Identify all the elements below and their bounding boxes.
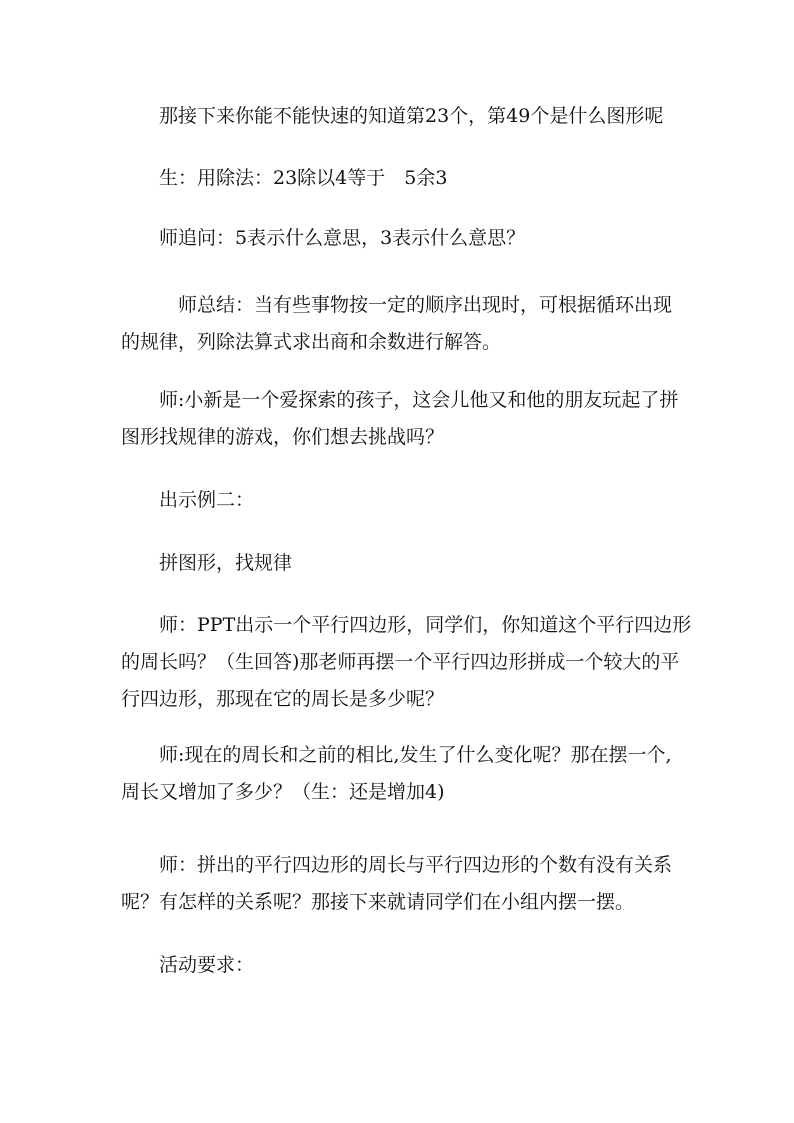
text-line: 师:现在的周长和之前的相比,发生了什么变化呢？那在摆一个,	[121, 744, 672, 766]
paragraph-3	[121, 220, 681, 257]
text-line: 的周长吗？（生回答)那老师再摆一个平行四边形拼成一个较大的平	[121, 651, 680, 673]
paragraph-4	[121, 287, 681, 361]
paragraph-8	[121, 607, 692, 718]
paragraph-6	[121, 482, 681, 519]
text-line: 师追问：5表示什么意思，3表示什么意思？	[121, 227, 526, 249]
text-line: 活动要求：	[121, 954, 255, 976]
text-line: 那接下来你能不能快速的知道第23个，第49个是什么图形呢	[121, 105, 664, 127]
text-line: 行四边形，那现在它的周长是多少呢？	[121, 688, 445, 710]
text-line: 周长又增加了多少？（生：还是增加4)	[121, 781, 445, 803]
paragraph-1	[121, 98, 681, 135]
text-line: 出示例二：	[121, 489, 255, 511]
text-line: 拼图形，找规律	[121, 552, 293, 574]
text-line: 的规律，列除法算式求出商和余数进行解答。	[121, 331, 502, 353]
paragraph-9	[121, 737, 681, 811]
text-line: 呢？有怎样的关系呢？那接下来就请同学们在小组内摆一摆。	[121, 891, 635, 913]
text-line: 生：用除法：23除以4等于 5余3	[121, 167, 448, 189]
text-line: 师：拼出的平行四边形的周长与平行四边形的个数有没有关系	[121, 854, 673, 876]
paragraph-10	[121, 847, 681, 921]
text-line: 图形找规律的游戏，你们想去挑战吗？	[121, 426, 445, 448]
text-line: 师：PPT出示一个平行四边形，同学们，你知道这个平行四边形	[121, 614, 692, 636]
text-line: 师总结：当有些事物按一定的顺序出现时，可根据循环出现	[121, 294, 673, 316]
text-line: 师:小新是一个爱探索的孩子，这会儿他又和他的朋友玩起了拼	[121, 389, 679, 411]
paragraph-2	[121, 160, 681, 197]
paragraph-5	[121, 382, 681, 456]
paragraph-11	[121, 947, 681, 984]
paragraph-7	[121, 545, 681, 582]
